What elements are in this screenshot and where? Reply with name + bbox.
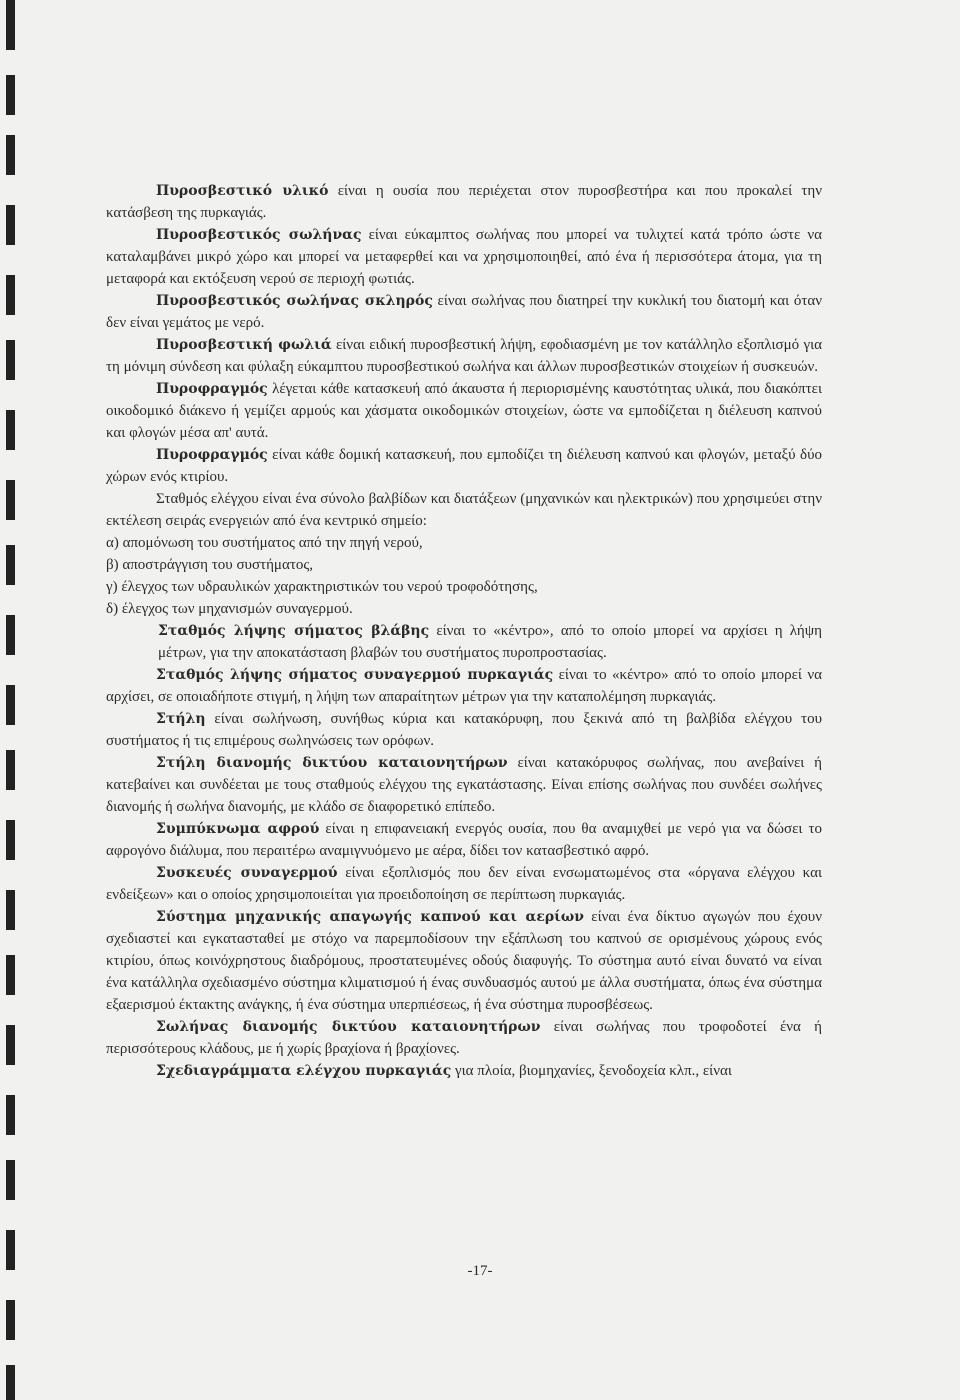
binding-mark bbox=[6, 1300, 15, 1340]
definition-text: είναι σωλήνας που διατηρεί την κυκλική του διατομή και όταν δεν είναι γεμάτος με νερό. bbox=[106, 293, 822, 331]
definition-term: Στήλη bbox=[156, 711, 206, 727]
definition-text: είναι ειδική πυροσβεστική λήψη, εφοδιασμένη με τον κατάλληλο εξοπλισμό για τη μόνιμη σύνδεση και φύλαξη εύκαμπτου πυροσβεστικού σωλήνα και άλλων πυροσβεστικών στοιχείων ή συσκευών. bbox=[106, 337, 822, 375]
binding-mark bbox=[6, 0, 15, 50]
definition-term: Συσκευές συναγερμού bbox=[156, 865, 338, 881]
binding-mark bbox=[6, 275, 15, 315]
binding-mark bbox=[6, 1365, 15, 1400]
binding-mark bbox=[6, 205, 15, 245]
binding-mark bbox=[6, 890, 15, 930]
definition-paragraph bbox=[106, 444, 822, 488]
binding-mark bbox=[6, 685, 15, 725]
definition-text: λέγεται κάθε κατασκευή από άκαυστα ή περιορισμένης καυστότητας υλικά, που διακόπτει οικοδομικό διάκενο ή γεμίζει αρμούς και χάσματα οικοδομικών στοιχείων, ώστε να εμποδίζεται η διέλευση καπνού και φλογών μέσα απ' αυτά. bbox=[106, 381, 822, 441]
definition-text: είναι σωλήνωση, συνήθως κύρια και κατακόρυφη, που ξεκινά από τη βαλβίδα ελέγχου του συστήματος ή τις επιμέρους σωληνώσεις των ορόφων. bbox=[106, 711, 822, 749]
definition-paragraph bbox=[106, 862, 822, 906]
binding-mark bbox=[6, 750, 15, 790]
definition-term: Πυροσβεστικός σωλήνας σκληρός bbox=[156, 293, 433, 309]
definition-text: είναι εξοπλισμός που δεν είναι ενσωματωμένος στα «όργανα ελέγχου και ενδείξεων» και ο οποίος χρησιμοποιείται για προειδοποίηση σε περίπτωση πυρκαγιάς. bbox=[106, 865, 823, 903]
binding-mark bbox=[6, 615, 15, 655]
definition-text: για πλοία, βιομηχανίες, ξενοδοχεία κλπ., είναι bbox=[451, 1063, 732, 1079]
binding-mark bbox=[6, 545, 15, 585]
binding-mark bbox=[6, 75, 15, 115]
binding-mark bbox=[6, 955, 15, 995]
list-item: γ) έλεγχος των υδραυλικών χαρακτηριστικών του νερού τροφοδότησης, bbox=[106, 579, 538, 595]
definition-paragraph bbox=[106, 378, 822, 444]
definition-text: είναι εύκαμπτος σωλήνας που μπορεί να τυλιχτεί κατά τρόπο ώστε να καταλαμβάνει μικρό χώρο και μπορεί να μεταφερθεί και να χρησιμοποιηθεί, από ένα ή περισσότερα άτομα, για τη μεταφορά και εκτόξευση νερού σε περιοχή φωτιάς. bbox=[106, 227, 822, 287]
definition-term: Σταθμός λήψης σήματος συναγερμού πυρκαγιάς bbox=[156, 667, 554, 683]
definition-paragraph bbox=[106, 752, 822, 818]
definition-paragraph bbox=[106, 1016, 822, 1060]
definition-text: είναι το «κέντρο», από το οποίο μπορεί να αρχίσει η λήψη μέτρων, για την αποκατάσταση βλαβών του συστήματος πυροπροστασίας. bbox=[158, 623, 823, 661]
definition-term: Σύστημα μηχανικής απαγωγής καπνού και αερίων bbox=[156, 909, 584, 925]
definition-term: Πυροφραγμός bbox=[156, 447, 268, 463]
definition-term: Πυροσβεστικός σωλήνας bbox=[156, 227, 362, 243]
definition-paragraph bbox=[106, 334, 822, 378]
binding-mark bbox=[6, 1025, 15, 1065]
definition-text: είναι η επιφανειακή ενεργός ουσία, που θα αναμιχθεί με νερό για να δώσει το αφρογόνο διάλυμα, που περαιτέρω αναμιγνυόμενο με αέρα, δίδει τον κατασβεστικό αφρό. bbox=[106, 821, 822, 859]
definition-term: Σταθμός λήψης σήματος βλάβης bbox=[158, 623, 430, 639]
definition-text: είναι ένα δίκτυο αγωγών που έχουν σχεδιαστεί και εγκατασταθεί με στόχο να παρεμποδίσουν την εξάπλωση του καπνού σε ορισμένους χώρους ενός κτιρίου, όπως κοινόχρηστους διαδρόμους, προστατευμένες οδούς διαφυγής. Το σύστημα αυτό είναι δυνατό να είναι ένα κατάλληλα σχεδιασμένο σύστημα κλιματισμού ή ένας συνδυασμός αυτού με άλλα συστήματα, όπως ένα σύστημα εξαερισμού έκτακτης ανάγκης, ή ένα σύστημα υπερπιέσεως, ή ένα σύστημα πυροσβέσεως. bbox=[106, 909, 822, 1013]
definition-term: Πυροσβεστική φωλιά bbox=[156, 337, 332, 353]
definition-paragraph bbox=[106, 224, 822, 290]
list-item: α) απομόνωση του συστήματος από την πηγή νερού, bbox=[106, 535, 423, 551]
definition-term: Σωλήνας διανομής δικτύου καταιονητήρων bbox=[156, 1019, 541, 1035]
page-number: -17- bbox=[467, 1263, 493, 1279]
definition-paragraph bbox=[106, 708, 822, 752]
binding-mark bbox=[6, 480, 15, 520]
binding-mark bbox=[6, 340, 15, 380]
binding-mark bbox=[6, 1095, 15, 1135]
definition-paragraph bbox=[106, 818, 822, 862]
inset-definition-paragraph bbox=[106, 620, 822, 664]
binding-mark bbox=[6, 1160, 15, 1200]
definition-text: είναι το «κέντρο» από το οποίο μπορεί να αρχίσει, σε οποιαδήποτε στιγμή, η λήψη των απαραίτητων μέτρων για την καταπολέμηση πυρκαγιάς. bbox=[106, 667, 822, 705]
definition-term: Πυροφραγμός bbox=[156, 381, 268, 397]
definition-term: Σχεδιαγράμματα ελέγχου πυρκαγιάς bbox=[156, 1063, 452, 1079]
page-text bbox=[106, 180, 822, 1082]
definition-text: είναι κάθε δομική κατασκευή, που εμποδίζει τη διέλευση καπνού και φλογών, μεταξύ δύο χώρων ενός κτιρίου. bbox=[106, 447, 822, 485]
definition-paragraph bbox=[106, 290, 822, 334]
definition-text: Σταθμός ελέγχου είναι ένα σύνολο βαλβίδων και διατάξεων (μηχανικών και ηλεκτρικών) που χρησιμεύει στην εκτέλεση σειράς ενεργειών από ένα κεντρικό σημείο: bbox=[106, 491, 822, 529]
definition-term: Στήλη διανομής δικτύου καταιονητήρων bbox=[156, 755, 508, 771]
list-item: δ) έλεγχος των μηχανισμών συναγερμού. bbox=[106, 601, 353, 617]
definition-term: Συμπύκνωμα αφρού bbox=[156, 821, 320, 837]
definition-text: είναι η ουσία που περιέχεται στον πυροσβεστήρα και που προκαλεί την κατάσβεση της πυρκαγιάς. bbox=[106, 183, 822, 221]
definition-paragraph bbox=[106, 664, 822, 708]
definition-term: Πυροσβεστικό υλικό bbox=[156, 183, 329, 199]
binding-mark bbox=[6, 410, 15, 450]
definition-text: είναι σωλήνας που τροφοδοτεί ένα ή περισσότερους κλάδους, με ή χωρίς βραχίονα ή βραχίονες. bbox=[106, 1019, 822, 1057]
binding-marks bbox=[0, 0, 30, 1400]
list-item: β) αποστράγγιση του συστήματος, bbox=[106, 557, 314, 573]
definition-text: είναι κατακόρυφος σωλήνας, που ανεβαίνει ή κατεβαίνει και συνδέεται με τους σταθμούς ελέγχου της εγκατάστασης. Είναι επίσης σωλήνας που συνδέει σωλήνες διανομής ή σωλήνα διανομής, με κλάδο σε διαφορετικό επίπεδο. bbox=[106, 755, 823, 815]
definition-paragraph bbox=[106, 180, 822, 224]
definition-paragraph bbox=[106, 906, 822, 1016]
definition-paragraph bbox=[106, 488, 822, 532]
definition-paragraph bbox=[106, 1060, 822, 1082]
binding-mark bbox=[6, 820, 15, 860]
binding-mark bbox=[6, 135, 15, 175]
